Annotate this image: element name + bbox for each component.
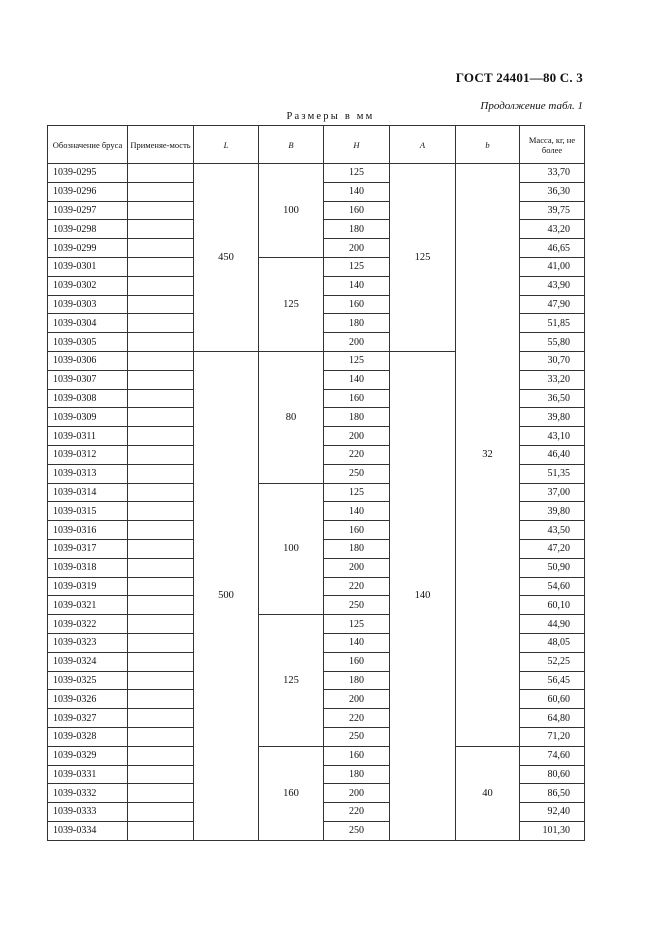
- cell-mass: 48,05: [520, 633, 585, 652]
- cell-applicability: [128, 257, 194, 276]
- cell-mass: 43,20: [520, 220, 585, 239]
- cell-designation: 1039-0328: [48, 727, 128, 746]
- cell-A: 140: [390, 351, 456, 840]
- cell-applicability: [128, 690, 194, 709]
- cell-H: 140: [324, 276, 390, 295]
- cell-H: 125: [324, 483, 390, 502]
- cell-designation: 1039-0306: [48, 351, 128, 370]
- cell-applicability: [128, 821, 194, 840]
- col-header-A: A: [390, 126, 456, 164]
- cell-H: 160: [324, 201, 390, 220]
- cell-designation: 1039-0334: [48, 821, 128, 840]
- cell-designation: 1039-0308: [48, 389, 128, 408]
- cell-A: 125: [390, 164, 456, 352]
- cell-B: 100: [259, 483, 324, 615]
- cell-designation: 1039-0303: [48, 295, 128, 314]
- cell-mass: 54,60: [520, 577, 585, 596]
- cell-applicability: [128, 333, 194, 352]
- cell-designation: 1039-0316: [48, 521, 128, 540]
- cell-mass: 43,10: [520, 427, 585, 446]
- cell-applicability: [128, 445, 194, 464]
- cell-mass: 30,70: [520, 351, 585, 370]
- cell-mass: 74,60: [520, 746, 585, 765]
- cell-applicability: [128, 502, 194, 521]
- cell-mass: 46,65: [520, 239, 585, 258]
- cell-mass: 52,25: [520, 652, 585, 671]
- col-header-designation: Обозначение бруса: [48, 126, 128, 164]
- cell-H: 250: [324, 596, 390, 615]
- cell-mass: 71,20: [520, 727, 585, 746]
- cell-applicability: [128, 483, 194, 502]
- cell-designation: 1039-0329: [48, 746, 128, 765]
- cell-mass: 37,00: [520, 483, 585, 502]
- cell-designation: 1039-0318: [48, 558, 128, 577]
- cell-designation: 1039-0295: [48, 164, 128, 183]
- cell-H: 180: [324, 220, 390, 239]
- cell-designation: 1039-0299: [48, 239, 128, 258]
- cell-designation: 1039-0298: [48, 220, 128, 239]
- table-row: [48, 746, 585, 765]
- cell-H: 250: [324, 464, 390, 483]
- cell-L: 500: [194, 351, 259, 840]
- cell-designation: 1039-0307: [48, 370, 128, 389]
- cell-designation: 1039-0297: [48, 201, 128, 220]
- cell-applicability: [128, 276, 194, 295]
- table-header-row: [48, 126, 585, 164]
- cell-mass: 33,20: [520, 370, 585, 389]
- cell-mass: 51,35: [520, 464, 585, 483]
- cell-H: 250: [324, 727, 390, 746]
- cell-H: 125: [324, 351, 390, 370]
- cell-H: 180: [324, 539, 390, 558]
- cell-H: 125: [324, 257, 390, 276]
- cell-applicability: [128, 521, 194, 540]
- cell-H: 200: [324, 558, 390, 577]
- cell-applicability: [128, 201, 194, 220]
- cell-applicability: [128, 464, 194, 483]
- cell-applicability: [128, 784, 194, 803]
- cell-designation: 1039-0333: [48, 803, 128, 822]
- cell-designation: 1039-0312: [48, 445, 128, 464]
- cell-mass: 39,80: [520, 502, 585, 521]
- cell-mass: 55,80: [520, 333, 585, 352]
- cell-H: 220: [324, 709, 390, 728]
- cell-mass: 60,10: [520, 596, 585, 615]
- cell-H: 125: [324, 615, 390, 634]
- cell-mass: 44,90: [520, 615, 585, 634]
- cell-applicability: [128, 652, 194, 671]
- cell-b: 32: [456, 164, 520, 747]
- cell-mass: 47,90: [520, 295, 585, 314]
- cell-mass: 92,40: [520, 803, 585, 822]
- cell-mass: 41,00: [520, 257, 585, 276]
- cell-H: 180: [324, 765, 390, 784]
- cell-mass: 51,85: [520, 314, 585, 333]
- cell-applicability: [128, 709, 194, 728]
- cell-H: 160: [324, 295, 390, 314]
- cell-designation: 1039-0326: [48, 690, 128, 709]
- cell-designation: 1039-0331: [48, 765, 128, 784]
- cell-applicability: [128, 671, 194, 690]
- cell-applicability: [128, 539, 194, 558]
- cell-H: 200: [324, 427, 390, 446]
- cell-H: 140: [324, 633, 390, 652]
- cell-applicability: [128, 577, 194, 596]
- cell-applicability: [128, 765, 194, 784]
- cell-H: 160: [324, 652, 390, 671]
- cell-applicability: [128, 314, 194, 333]
- cell-B: 80: [259, 351, 324, 483]
- cell-designation: 1039-0302: [48, 276, 128, 295]
- cell-applicability: [128, 558, 194, 577]
- table-continuation-note: Продолжение табл. 1: [480, 100, 583, 112]
- cell-B: 100: [259, 164, 324, 258]
- cell-H: 200: [324, 239, 390, 258]
- cell-applicability: [128, 427, 194, 446]
- col-header-L: L: [194, 126, 259, 164]
- cell-applicability: [128, 727, 194, 746]
- cell-H: 160: [324, 746, 390, 765]
- cell-applicability: [128, 633, 194, 652]
- cell-mass: 80,60: [520, 765, 585, 784]
- specs-table: [47, 125, 585, 841]
- cell-designation: 1039-0305: [48, 333, 128, 352]
- cell-H: 200: [324, 333, 390, 352]
- cell-applicability: [128, 596, 194, 615]
- cell-mass: 60,60: [520, 690, 585, 709]
- cell-designation: 1039-0322: [48, 615, 128, 634]
- col-header-B: B: [259, 126, 324, 164]
- cell-designation: 1039-0324: [48, 652, 128, 671]
- cell-H: 160: [324, 389, 390, 408]
- cell-mass: 39,75: [520, 201, 585, 220]
- cell-mass: 56,45: [520, 671, 585, 690]
- cell-applicability: [128, 295, 194, 314]
- cell-applicability: [128, 370, 194, 389]
- cell-designation: 1039-0315: [48, 502, 128, 521]
- cell-designation: 1039-0301: [48, 257, 128, 276]
- cell-mass: 64,80: [520, 709, 585, 728]
- cell-H: 220: [324, 803, 390, 822]
- page-header: ГОСТ 24401—80 С. 3: [455, 70, 583, 85]
- cell-H: 140: [324, 182, 390, 201]
- cell-H: 180: [324, 408, 390, 427]
- cell-mass: 47,20: [520, 539, 585, 558]
- cell-mass: 36,30: [520, 182, 585, 201]
- cell-B: 125: [259, 615, 324, 747]
- table-row: [48, 164, 585, 183]
- cell-applicability: [128, 408, 194, 427]
- cell-mass: 39,80: [520, 408, 585, 427]
- cell-H: 180: [324, 671, 390, 690]
- cell-L: 450: [194, 164, 259, 352]
- cell-designation: 1039-0332: [48, 784, 128, 803]
- cell-H: 160: [324, 521, 390, 540]
- cell-applicability: [128, 615, 194, 634]
- cell-B: 160: [259, 746, 324, 840]
- cell-mass: 36,50: [520, 389, 585, 408]
- cell-H: 200: [324, 784, 390, 803]
- cell-mass: 50,90: [520, 558, 585, 577]
- cell-applicability: [128, 803, 194, 822]
- cell-designation: 1039-0319: [48, 577, 128, 596]
- cell-H: 125: [324, 164, 390, 183]
- cell-applicability: [128, 389, 194, 408]
- cell-designation: 1039-0304: [48, 314, 128, 333]
- dimensions-note: Размеры в мм: [286, 111, 375, 122]
- cell-designation: 1039-0309: [48, 408, 128, 427]
- cell-b: 40: [456, 746, 520, 840]
- cell-B: 125: [259, 257, 324, 351]
- cell-H: 220: [324, 577, 390, 596]
- cell-H: 250: [324, 821, 390, 840]
- cell-applicability: [128, 220, 194, 239]
- col-header-applicability: Применяе-мость: [128, 126, 194, 164]
- cell-mass: 43,90: [520, 276, 585, 295]
- cell-designation: 1039-0323: [48, 633, 128, 652]
- cell-applicability: [128, 239, 194, 258]
- cell-mass: 86,50: [520, 784, 585, 803]
- cell-applicability: [128, 182, 194, 201]
- cell-mass: 43,50: [520, 521, 585, 540]
- col-header-mass: Масса, кг, не более: [520, 126, 585, 164]
- cell-designation: 1039-0296: [48, 182, 128, 201]
- cell-H: 220: [324, 445, 390, 464]
- col-header-b: b: [456, 126, 520, 164]
- cell-H: 140: [324, 370, 390, 389]
- cell-mass: 46,40: [520, 445, 585, 464]
- cell-applicability: [128, 746, 194, 765]
- cell-designation: 1039-0327: [48, 709, 128, 728]
- cell-H: 200: [324, 690, 390, 709]
- cell-mass: 33,70: [520, 164, 585, 183]
- cell-applicability: [128, 351, 194, 370]
- cell-designation: 1039-0317: [48, 539, 128, 558]
- cell-designation: 1039-0321: [48, 596, 128, 615]
- cell-designation: 1039-0314: [48, 483, 128, 502]
- cell-designation: 1039-0311: [48, 427, 128, 446]
- cell-H: 140: [324, 502, 390, 521]
- cell-H: 180: [324, 314, 390, 333]
- cell-designation: 1039-0313: [48, 464, 128, 483]
- cell-mass: 101,30: [520, 821, 585, 840]
- col-header-H: H: [324, 126, 390, 164]
- cell-designation: 1039-0325: [48, 671, 128, 690]
- cell-applicability: [128, 164, 194, 183]
